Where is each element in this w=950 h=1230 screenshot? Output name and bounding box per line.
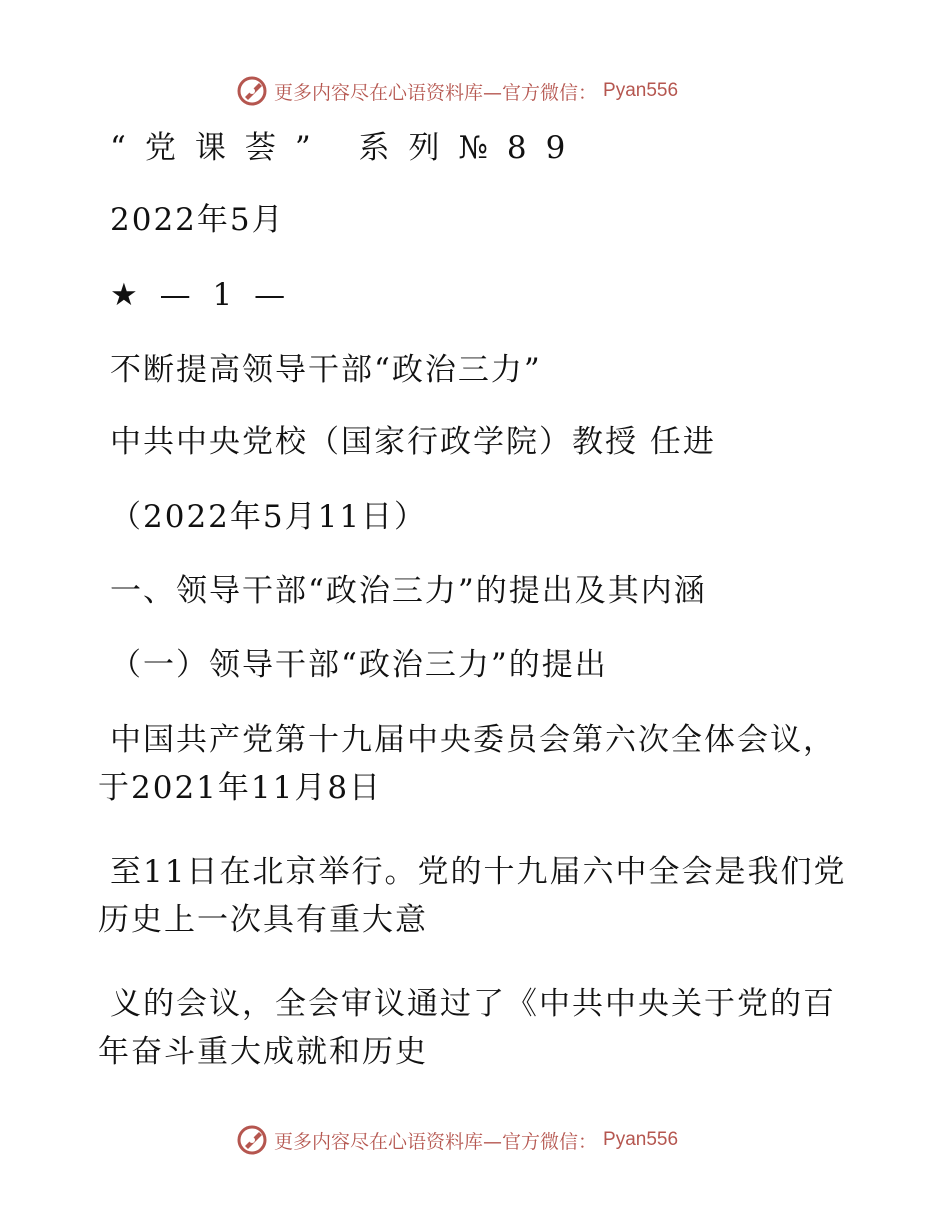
watermark-text: 更多内容尽在心语资料库—官方微信： xyxy=(274,1130,598,1153)
doc-title: 不断提高领导干部“政治三力” xyxy=(110,352,542,388)
watermark-footer xyxy=(236,1122,678,1158)
watermark-header xyxy=(236,73,678,109)
logo-icon xyxy=(236,75,268,107)
watermark-id: Pyan556 xyxy=(603,1129,679,1150)
paragraph-1: 中国共产党第十九届中央委员会第六次全体会议，于2021年11月8日 xyxy=(98,722,836,806)
author-line: 中共中央党校（国家行政学院）教授 任进 xyxy=(110,424,716,460)
logo-icon xyxy=(236,1124,268,1156)
paragraph-2: 至11日在北京举行。党的十九届六中全会是我们党历史上一次具有重大意 xyxy=(98,854,847,938)
subsection-heading-1: （一）领导干部“政治三力”的提出 xyxy=(110,647,608,683)
watermark-id: Pyan556 xyxy=(603,80,679,101)
date-line: 2022年5月 xyxy=(110,202,285,238)
series-line: “党课荟” 系列№89 xyxy=(110,130,585,166)
section-heading-1: 一、领导干部“政治三力”的提出及其内涵 xyxy=(110,573,707,609)
paragraph-3: 义的会议，全会审议通过了《中共中央关于党的百年奋斗重大成就和历史 xyxy=(98,986,836,1070)
watermark-text: 更多内容尽在心语资料库—官方微信： xyxy=(274,81,598,104)
page-marker: ★ — 1 — xyxy=(110,277,292,313)
lecture-date: （2022年5月11日） xyxy=(110,499,428,535)
